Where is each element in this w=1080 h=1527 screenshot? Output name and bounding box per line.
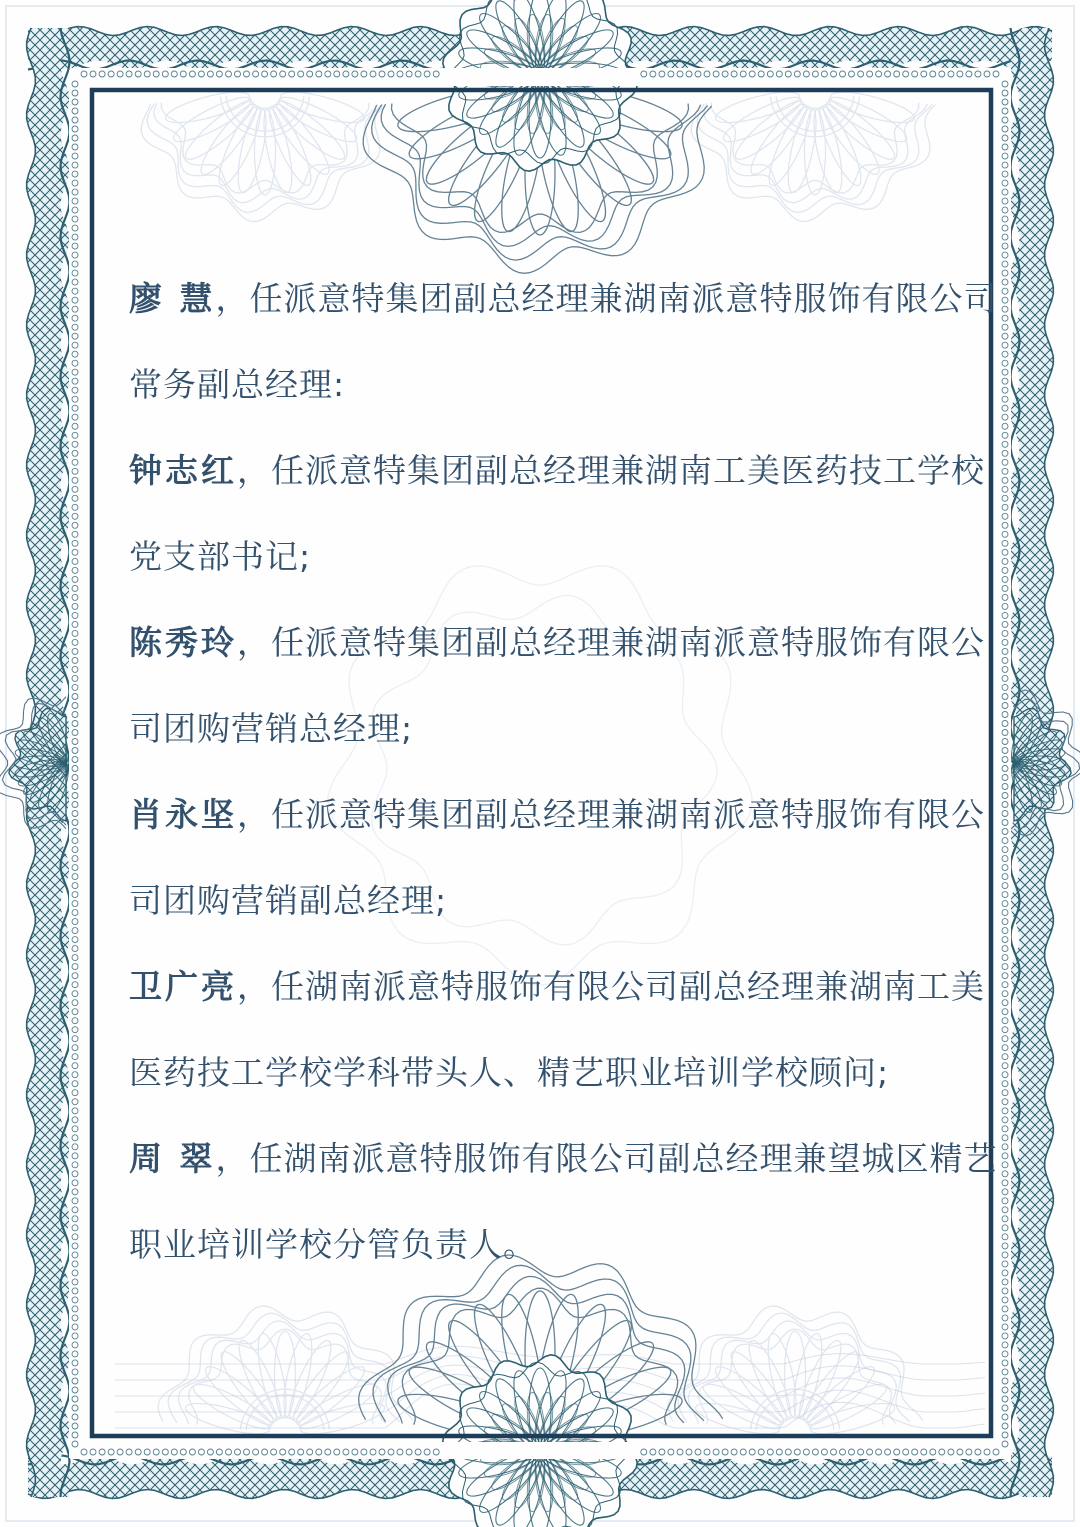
separator: ， (237, 451, 271, 490)
separator: ， (215, 1139, 250, 1178)
appointment-line: 司团购营销总经理; (129, 709, 414, 748)
appointment-title: 任派意特集团副总经理兼湖南工美医药技工学校 (271, 451, 985, 490)
appointment-line: 司团购营销副总经理; (129, 881, 448, 920)
separator: ， (215, 279, 250, 318)
appointment-title: 任湖南派意特服饰有限公司副总经理兼湖南工美 (271, 967, 985, 1006)
appointment-title: 任派意特集团副总经理兼湖南派意特服饰有限公司 (249, 279, 998, 318)
separator: ， (237, 795, 271, 834)
appointment-text-block (129, 256, 998, 1288)
appointment-title: 任派意特集团副总经理兼湖南派意特服饰有限公 (271, 623, 985, 662)
appointee-name: 肖永坚 (129, 795, 237, 834)
appointment-title: 任湖南派意特服饰有限公司副总经理兼望城区精艺 (249, 1139, 998, 1178)
appointment-line: 党支部书记; (129, 537, 312, 576)
separator: ， (237, 967, 271, 1006)
appointee-name: 陈秀玲 (129, 623, 237, 662)
appointment-title: 任派意特集团副总经理兼湖南派意特服饰有限公 (271, 795, 985, 834)
appointment-line (129, 944, 985, 1030)
rosette-bottom-icon (443, 1355, 637, 1527)
appointment-line (129, 772, 985, 858)
appointee-name: 廖 慧 (129, 279, 216, 318)
appointment-line (129, 428, 985, 514)
appointee-name: 钟志红 (129, 451, 237, 490)
appointment-line: 医药技工学校学科带头人、精艺职业培训学校顾问; (129, 1053, 890, 1092)
appointment-line (129, 256, 998, 342)
separator: ， (237, 623, 271, 662)
appointment-line: 职业培训学校分管负责人。 (129, 1225, 537, 1264)
appointment-line (129, 600, 985, 686)
appointee-name: 卫广亮 (129, 967, 237, 1006)
appointee-name: 周 翠 (129, 1139, 216, 1178)
appointment-line (129, 1116, 998, 1202)
appointment-line: 常务副总经理: (129, 365, 346, 404)
